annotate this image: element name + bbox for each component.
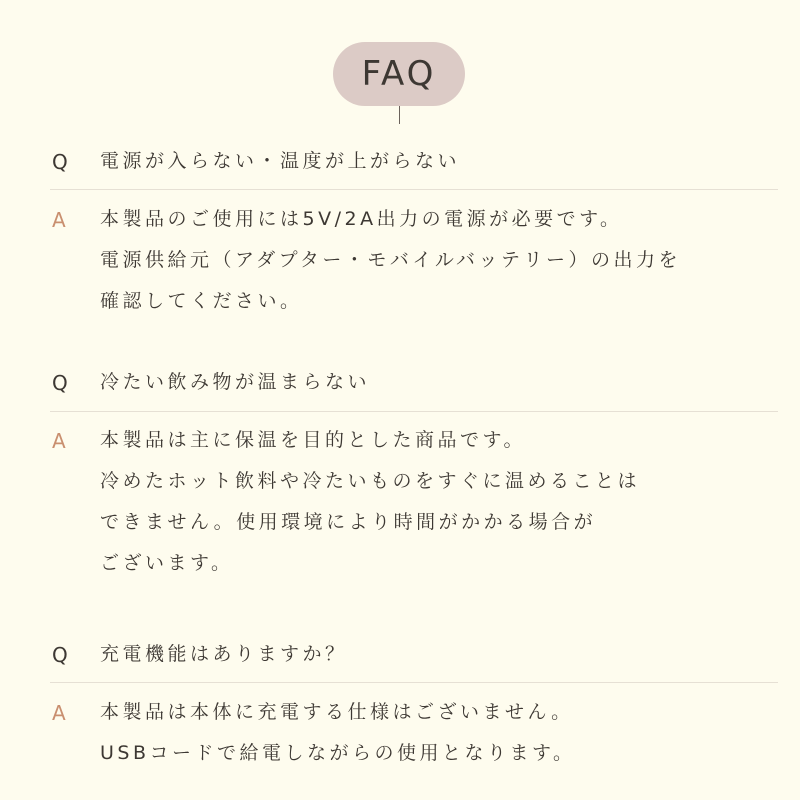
divider	[50, 189, 778, 190]
question-mark: Q	[52, 150, 68, 174]
faq-item	[50, 373, 778, 595]
badge-stem	[399, 106, 400, 124]
answer-line: 冷めたホット飲料や冷たいものをすぐに温めることは	[100, 470, 641, 492]
question-row	[50, 373, 778, 393]
answer-line: ございます。	[100, 552, 234, 574]
answer-line: 電源供給元（アダプター・モバイルバッテリー）の出力を	[100, 249, 682, 271]
answer-text	[100, 703, 575, 785]
answer-text	[100, 431, 640, 595]
answer-mark: A	[52, 208, 66, 232]
page-title: FAQ	[361, 54, 437, 94]
question-text: 充電機能はありますか？	[100, 643, 348, 665]
answer-line: 確認してください。	[100, 290, 303, 312]
question-row	[50, 645, 778, 665]
faq-badge	[333, 42, 465, 106]
divider	[50, 411, 778, 412]
question-mark: Q	[52, 371, 68, 395]
divider	[50, 682, 778, 683]
answer-row	[50, 703, 778, 785]
answer-line: 本製品のご使用には5V/2A出力の電源が必要です。	[100, 208, 623, 230]
question-text: 電源が入らない・温度が上がらない	[100, 150, 461, 172]
faq-item	[50, 645, 778, 785]
question-text: 冷たい飲み物が温まらない	[100, 371, 371, 393]
answer-line: できません。使用環境により時間がかかる場合が	[100, 511, 597, 533]
answer-line: 本製品は本体に充電する仕様はございません。	[100, 701, 574, 723]
answer-mark: A	[52, 429, 66, 453]
question-mark: Q	[52, 643, 68, 667]
question-row	[50, 152, 778, 172]
answer-row	[50, 431, 778, 595]
answer-mark: A	[52, 701, 66, 725]
answer-row	[50, 210, 778, 333]
answer-text	[100, 210, 681, 333]
answer-line: USBコードで給電しながらの使用となります。	[100, 742, 576, 764]
answer-line: 本製品は主に保温を目的とした商品です。	[100, 429, 526, 451]
faq-item	[50, 152, 778, 333]
